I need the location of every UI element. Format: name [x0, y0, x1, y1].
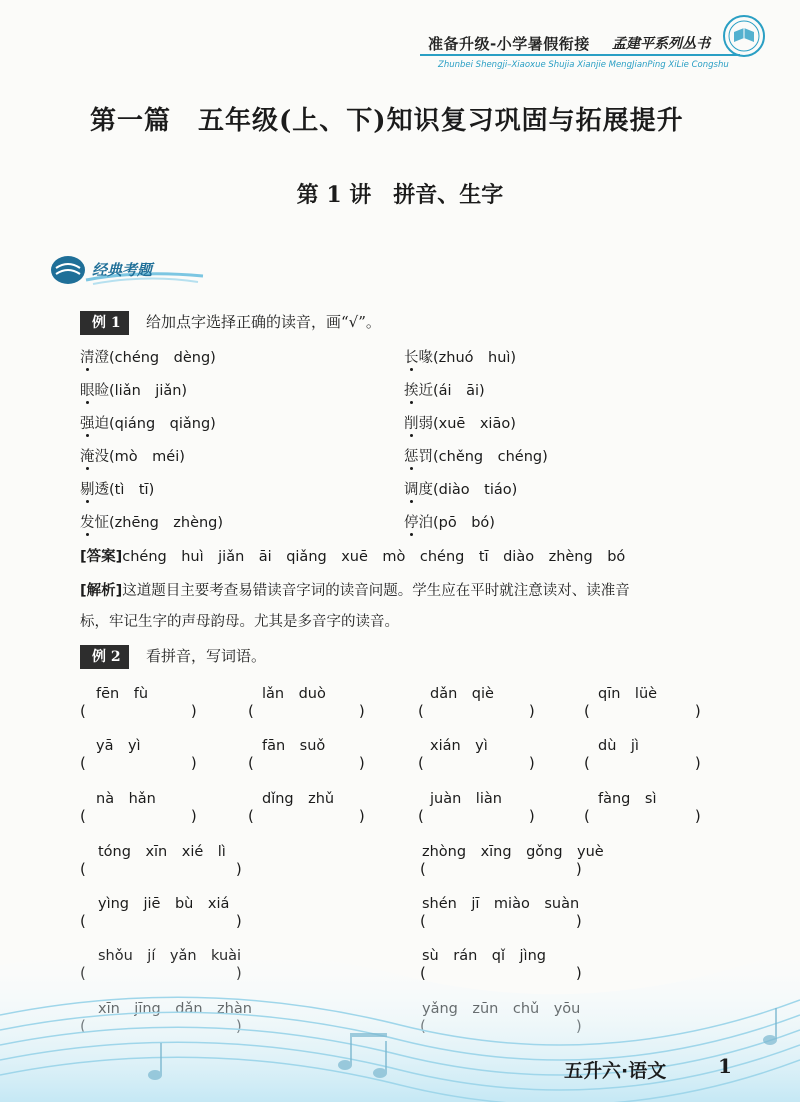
answer-blank[interactable]: ( ): [80, 807, 197, 825]
plain-char: 透: [94, 482, 109, 498]
marked-char: 眼: [80, 383, 95, 399]
pinyin-prompt: dǐng zhǔ: [262, 791, 335, 807]
pinyin-prompt: fàng sì: [598, 791, 657, 807]
pinyin-prompt: sù rán qǐ jìng: [422, 948, 546, 964]
answer-blank[interactable]: ( ): [80, 860, 242, 878]
plain-char: 喙: [418, 350, 433, 366]
pinyin-prompt: tóng xīn xié lì: [98, 844, 226, 860]
answer-blank[interactable]: ( ): [248, 754, 365, 772]
answer-blank[interactable]: ( ): [584, 754, 701, 772]
pinyin-options: (diào tiáo): [433, 482, 518, 498]
pinyin-prompt: nà hǎn: [96, 791, 156, 807]
pinyin-prompt: qīn lüè: [598, 686, 658, 702]
example-1-item: [80, 511, 223, 532]
marked-char: 强: [80, 416, 95, 432]
plain-char: 怔: [94, 515, 109, 531]
example-1-item: [80, 478, 154, 499]
plain-char: 迫: [94, 416, 109, 432]
marked-char: 淹: [80, 449, 95, 465]
marked-char: 惩: [404, 449, 419, 465]
example-1-item: [404, 511, 495, 532]
example-1-item: [80, 412, 216, 433]
marked-char: 停: [404, 515, 419, 531]
pinyin-prompt: dù jì: [598, 738, 639, 754]
book-logo-icon: [722, 14, 766, 58]
footer-music-wave-decoration: [0, 905, 800, 1102]
plain-char: 罚: [418, 449, 433, 465]
header-series: 孟建平系列丛书: [612, 36, 710, 52]
example-1-item: [80, 379, 187, 400]
lecture-title: 第 1 讲 拼音、生字: [296, 182, 504, 208]
answer-blank[interactable]: ( ): [420, 912, 582, 930]
example-1-item: [404, 478, 517, 499]
answer-blank[interactable]: ( ): [80, 702, 197, 720]
pinyin-options: (xuē xiāo): [433, 416, 516, 432]
plain-char: 睑: [94, 383, 109, 399]
marked-char: 长: [404, 350, 419, 366]
analysis-line-1: [80, 579, 630, 600]
answer-blank[interactable]: ( ): [418, 807, 535, 825]
plain-char: 没: [94, 449, 109, 465]
plain-char: 泊: [418, 515, 433, 531]
plain-char: 弱: [418, 416, 433, 432]
answer-blank[interactable]: ( ): [248, 702, 365, 720]
header-pinyin: Zhunbei Shengji–Xiaoxue Shujia Xianjie MengJianPing XiLie Congshu: [438, 60, 729, 70]
plain-char: 度: [418, 482, 433, 498]
example-1-item: [80, 445, 185, 466]
answer-blank[interactable]: ( ): [420, 860, 582, 878]
example-2-tag: 例 2: [80, 645, 129, 669]
answer-line: [80, 545, 625, 566]
plain-char: 澄: [94, 350, 109, 366]
pinyin-options: (pō bó): [433, 515, 495, 531]
pinyin-options: (qiáng qiǎng): [109, 416, 216, 432]
pinyin-prompt: xián yì: [430, 738, 488, 754]
header-title: 准备升级-小学暑假衔接: [428, 35, 590, 53]
header-rule: [420, 54, 740, 56]
answer-blank[interactable]: ( ): [80, 754, 197, 772]
analysis-label: [解析]: [80, 583, 123, 599]
plain-char: 近: [418, 383, 433, 399]
marked-char: 发: [80, 515, 95, 531]
pinyin-prompt: yā yì: [96, 738, 141, 754]
example-1-tag: 例 1: [80, 311, 129, 335]
pinyin-prompt: zhòng xīng gǒng yuè: [422, 844, 604, 860]
pinyin-options: (ái āi): [433, 383, 485, 399]
pinyin-prompt: juàn liàn: [430, 791, 502, 807]
answer-blank[interactable]: ( ): [418, 754, 535, 772]
pinyin-prompt: yìng jiē bù xiá: [98, 896, 230, 912]
pinyin-options: (tì tī): [109, 482, 155, 498]
pinyin-prompt: dǎn qiè: [430, 686, 494, 702]
part-title: 第一篇 五年级(上、下)知识复习巩固与拓展提升: [90, 106, 684, 136]
pinyin-prompt: fēn fù: [96, 686, 149, 702]
analysis-text-1: 这道题目主要考查易错读音字词的读音问题。学生应在平时就注意读对、读准音: [122, 583, 630, 599]
example-1-instruction: 给加点字选择正确的读音，画“√”。: [146, 313, 381, 331]
section-label: 经典考题: [92, 261, 153, 279]
pinyin-options: (zhuó huì): [433, 350, 517, 366]
marked-char: 清: [80, 350, 95, 366]
marked-char: 剔: [80, 482, 95, 498]
answer-text: chéng huì jiǎn āi qiǎng xuē mò chéng tī diào zhèng bó: [122, 549, 626, 565]
example-1-item: [404, 412, 516, 433]
pinyin-options: (chéng dèng): [109, 350, 216, 366]
example-1-item: [404, 379, 485, 400]
pinyin-prompt: fān suǒ: [262, 738, 326, 754]
pinyin-options: (chěng chéng): [433, 449, 548, 465]
pinyin-prompt: shén jī miào suàn: [422, 896, 580, 912]
answer-blank[interactable]: ( ): [420, 964, 582, 982]
answer-blank[interactable]: ( ): [248, 807, 365, 825]
marked-char: 挨: [404, 383, 419, 399]
answer-blank[interactable]: ( ): [584, 807, 701, 825]
example-1-item: [80, 346, 216, 367]
answer-blank[interactable]: ( ): [584, 702, 701, 720]
marked-char: 削: [404, 416, 419, 432]
pinyin-options: (liǎn jiǎn): [109, 383, 188, 399]
analysis-line-2: 标，牢记生字的声母韵母。尤其是多音字的读音。: [80, 614, 399, 630]
answer-blank[interactable]: ( ): [418, 702, 535, 720]
pinyin-options: (zhēng zhèng): [109, 515, 224, 531]
marked-char: 调: [404, 482, 419, 498]
example-1-item: [404, 445, 548, 466]
answer-blank[interactable]: ( ): [80, 912, 242, 930]
footer-label: 五升六·语文: [564, 1060, 667, 1082]
example-1-item: [404, 346, 516, 367]
pinyin-prompt: lǎn duò: [262, 686, 326, 702]
pinyin-options: (mò méi): [109, 449, 185, 465]
page-number: 1: [718, 1054, 732, 1078]
example-2-instruction: 看拼音，写词语。: [146, 647, 267, 665]
answer-label: [答案]: [80, 549, 123, 565]
